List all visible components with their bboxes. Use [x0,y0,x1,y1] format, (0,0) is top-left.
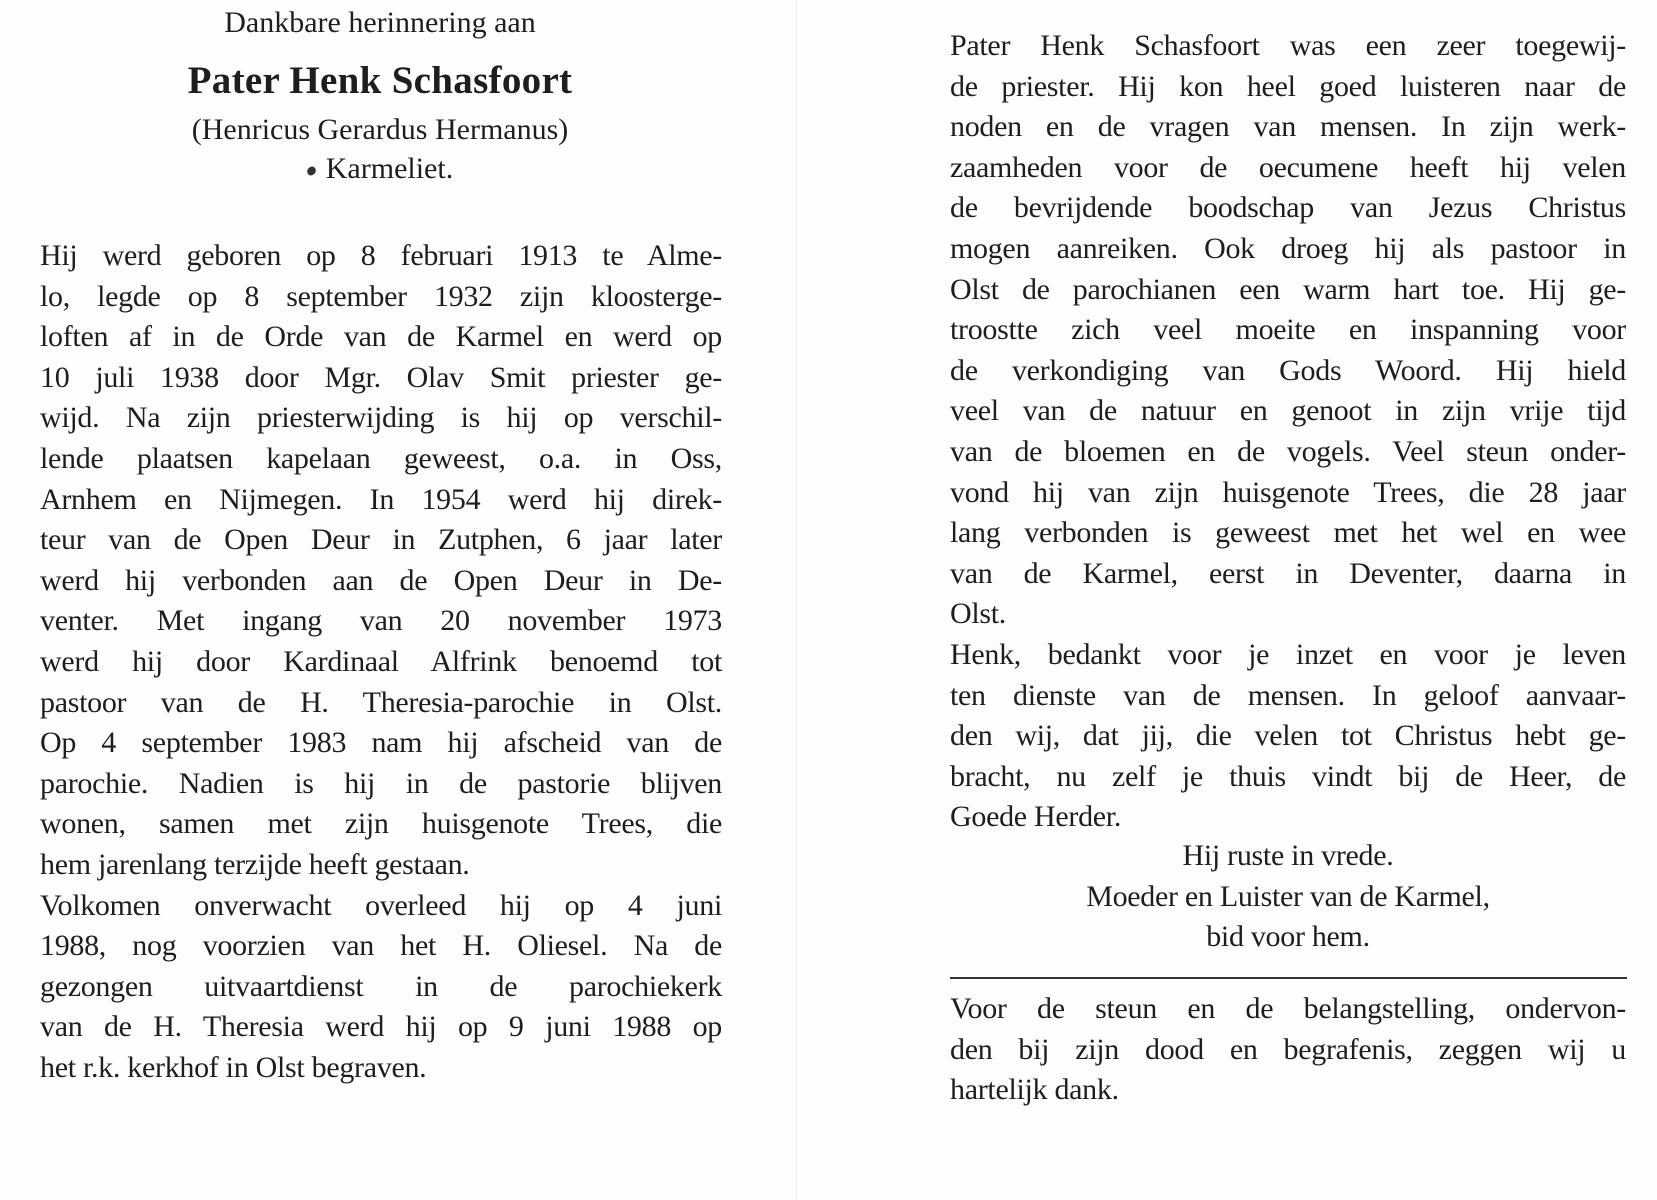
text-line: loften af in de Orde van de Karmel en werd op [40,320,722,354]
text-line: bid voor hem. [1206,920,1370,954]
text-line: Arnhem en Nijmegen. In 1954 werd hij direk- [40,482,722,516]
text-line: noden en de vragen van mensen. In zijn werk- [950,110,1626,144]
text-line: hem jarenlang terzijde heeft gestaan. [40,847,470,881]
text-line: van de Karmel, eerst in Deventer, daarna in [950,556,1626,590]
text-line: wijd. Na zijn priesterwijding is hij op verschil- [40,401,722,435]
text-line: troostte zich veel moeite en inspanning voor [950,313,1626,347]
tribute-text [950,26,1626,838]
text-line: lo, legde op 8 september 1932 zijn kloosterge- [40,279,722,313]
text-line: lang verbonden is geweest met het wel en wee [950,516,1626,550]
text-line: den wij, dat jij, die velen tot Christus hebt ge- [950,719,1626,753]
intro-heading: Dankbare herinnering aan [224,6,536,39]
text-line: de priester. Hij kon heel goed luisteren naar de [950,69,1626,103]
text-line: de verkondiging van Gods Woord. Hij hield [950,353,1626,387]
text-line: mogen aanreiken. Ook droeg hij als pastoor in [950,231,1626,265]
text-line: Voor de steun en de belangstelling, ondervon- [950,992,1626,1025]
text-line: Olst. [950,597,1007,631]
text-line: veel van de natuur en genoot in zijn vrije tijd [950,394,1626,428]
text-line: teur van de Open Deur in Zutphen, 6 jaar later [40,523,722,557]
order-label: Karmeliet. [325,152,454,185]
text-line: lende plaatsen kapelaan geweest, o.a. in Oss, [40,441,722,475]
text-line: Op 4 september 1983 nam hij afscheid van de [40,726,722,760]
text-line: Goede Herder. [950,800,1122,834]
text-line: hartelijk dank. [950,1073,1119,1107]
text-line: wonen, samen met zijn huisgenote Trees, die [40,807,722,841]
text-line: gezongen uitvaartdienst in de parochiekerk [40,969,722,1003]
text-line: parochie. Nadien is hij in de pastorie blijven [40,766,722,800]
text-line: de bevrijdende boodschap van Jezus Christus [950,191,1626,225]
thanks-text [950,989,1626,1111]
ornament-icon [305,165,317,176]
text-line: 10 juli 1938 door Mgr. Olav Smit priester ge- [40,360,722,394]
text-line: venter. Met ingang van 20 november 1973 [40,604,722,638]
text-line: vond hij van zijn huisgenote Trees, die 28 jaar [950,475,1626,509]
prayer-text [950,836,1626,958]
text-line: het r.k. kerkhof in Olst begraven. [40,1050,427,1084]
text-line: Olst de parochianen een warm hart toe. Hij ge- [950,272,1626,306]
full-name: (Henricus Gerardus Hermanus) [191,113,569,146]
text-line: ten dienste van de mensen. In geloof aanvaar- [950,678,1626,712]
order-line [0,152,760,186]
text-line: van de H. Theresia werd hij op 9 juni 1988 op [40,1010,722,1044]
text-line: pastoor van de H. Theresia-parochie in Olst. [40,685,722,719]
text-line: werd hij verbonden aan de Open Deur in De- [40,563,722,597]
text-line: Volkomen onverwacht overleed hij op 4 juni [40,888,722,922]
text-line: den bij zijn dood en begrafenis, zeggen wij u [950,1032,1626,1066]
text-line: Moeder en Luister van de Karmel, [1086,879,1490,913]
text-line: bracht, nu zelf je thuis vindt bij de Heer, de [950,759,1626,793]
text-line: Henk, bedankt voor je inzet en voor je leven [950,637,1626,671]
text-line: Hij werd geboren op 8 februari 1913 te Alme- [40,239,722,272]
deceased-name: Pater Henk Schasfoort [187,59,573,102]
text-line: Pater Henk Schasfoort was een zeer toegewij- [950,29,1626,62]
text-line: zaamheden voor de oecumene heeft hij velen [950,150,1626,184]
text-line: 1988, nog voorzien van het H. Oliesel. Na de [40,929,722,963]
biography-text [40,236,722,1088]
text-line: werd hij door Kardinaal Alfrink benoemd tot [40,644,722,678]
text-line: van de bloemen en de vogels. Veel steun onder- [950,434,1626,468]
card-fold-divider [796,0,797,1200]
text-line: Hij ruste in vrede. [1182,839,1394,872]
separator-rule [950,977,1627,979]
